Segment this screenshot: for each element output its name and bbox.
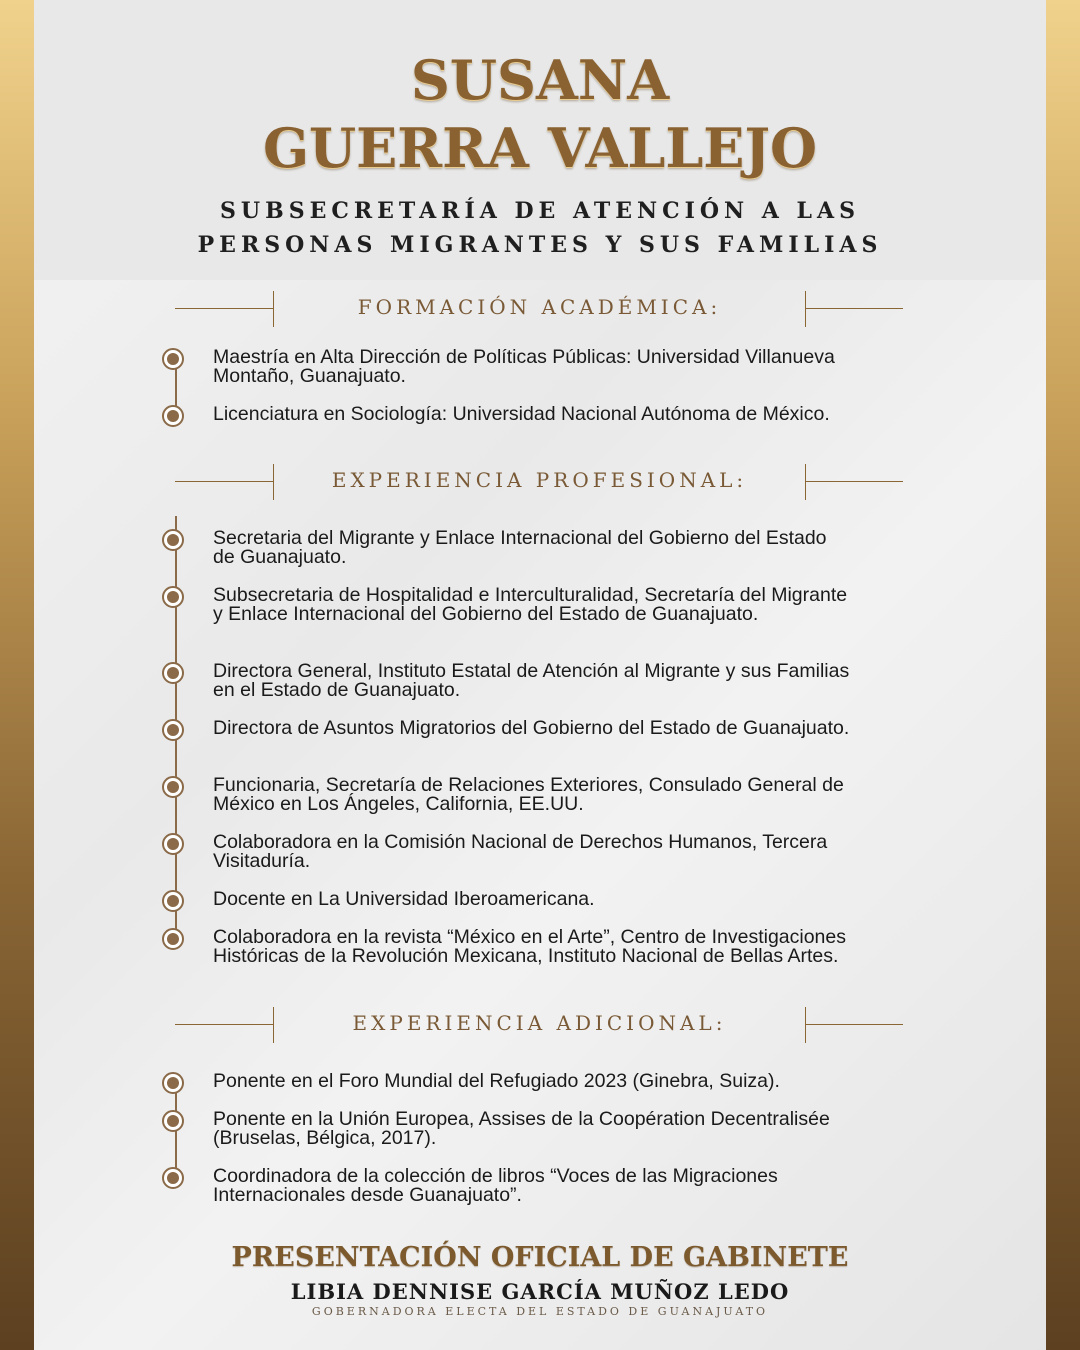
bullet-icon <box>162 529 184 551</box>
divider-line <box>175 481 273 482</box>
bullet-icon <box>162 890 184 912</box>
bullet-icon <box>162 1072 184 1094</box>
bullet-icon <box>162 928 184 950</box>
bullet-icon <box>162 405 184 427</box>
divider-tick <box>805 291 806 327</box>
item-text: Subsecretaria de Hospitalidad e Interculturalidad, Secretaría del Migrante y Enlace Internacional del Gobierno del Estado de Guanajuato. <box>213 584 848 625</box>
item-text: Colaboradora en la revista “México en el Arte”, Centro de Investigaciones Históricas de la Revolución Mexicana, Instituto Nacional de Bellas Artes. <box>213 926 846 967</box>
footer-name: LIBIA DENNISE GARCÍA MUÑOZ LEDO <box>290 1279 790 1304</box>
item-text: Directora de Asuntos Migratorios del Gobierno del Estado de Guanajuato. <box>213 717 850 739</box>
divider-line <box>805 481 903 482</box>
item-text: Ponente en la Unión Europea, Assises de la Coopération Decentralisée (Bruselas, Bélgica, 2017). <box>213 1108 830 1149</box>
section-title: EXPERIENCIA PROFESIONAL: <box>331 468 748 492</box>
bullet-icon <box>162 662 184 684</box>
item-text: Directora General, Instituto Estatal de Atención al Migrante y sus Familias en el Estado de Guanajuato. <box>213 660 850 701</box>
divider-tick <box>805 1007 806 1043</box>
footer-subtitle: GOBERNADORA ELECTA DEL ESTADO DE GUANAJUATO <box>311 1305 769 1318</box>
bullet-icon <box>162 1110 184 1132</box>
item-text: Docente en La Universidad Iberoamericana. <box>213 888 595 910</box>
role-line-2: PERSONAS MIGRANTES Y SUS FAMILIAS <box>197 232 883 258</box>
section-heading-formacion <box>175 291 905 327</box>
section-heading-experiencia-profesional <box>175 464 905 500</box>
bullet-icon <box>162 833 184 855</box>
item-text: Colaboradora en la Comisión Nacional de Derechos Humanos, Tercera Visitaduría. <box>213 831 828 872</box>
item-text: Licenciatura en Sociología: Universidad Nacional Autónoma de México. <box>213 403 830 425</box>
item-text: Secretaria del Migrante y Enlace Internacional del Gobierno del Estado de Guanajuato. <box>213 527 827 568</box>
section-heading-experiencia-adicional <box>175 1007 905 1043</box>
bullet-icon <box>162 719 184 741</box>
name-line-1: SUSANA <box>410 48 670 112</box>
footer-title: PRESENTACIÓN OFICIAL DE GABINETE <box>231 1242 849 1273</box>
item-text: Ponente en el Foro Mundial del Refugiado 2023 (Ginebra, Suiza). <box>213 1070 780 1092</box>
divider-line <box>805 308 903 309</box>
bullet-icon <box>162 776 184 798</box>
section-title: FORMACIÓN ACADÉMICA: <box>357 295 722 319</box>
bullet-icon <box>162 586 184 608</box>
bullet-icon <box>162 348 184 370</box>
item-text: Coordinadora de la colección de libros “Voces de las Migraciones Internacionales desde Guanajuato”. <box>213 1165 778 1206</box>
section-title: EXPERIENCIA ADICIONAL: <box>352 1011 727 1035</box>
divider-line <box>805 1024 903 1025</box>
item-text: Funcionaria, Secretaría de Relaciones Exteriores, Consulado General de México en Los Ángeles, California, EE.UU. <box>213 774 844 815</box>
bullet-icon <box>162 1167 184 1189</box>
divider-tick <box>805 464 806 500</box>
divider-line <box>175 1024 273 1025</box>
divider-line <box>175 308 273 309</box>
role-line-1: SUBSECRETARÍA DE ATENCIÓN A LAS <box>220 198 860 224</box>
item-text: Maestría en Alta Dirección de Políticas Públicas: Universidad Villanueva Montaño, Guanajuato. <box>213 346 835 387</box>
name-line-2: GUERRA VALLEJO <box>262 116 818 180</box>
